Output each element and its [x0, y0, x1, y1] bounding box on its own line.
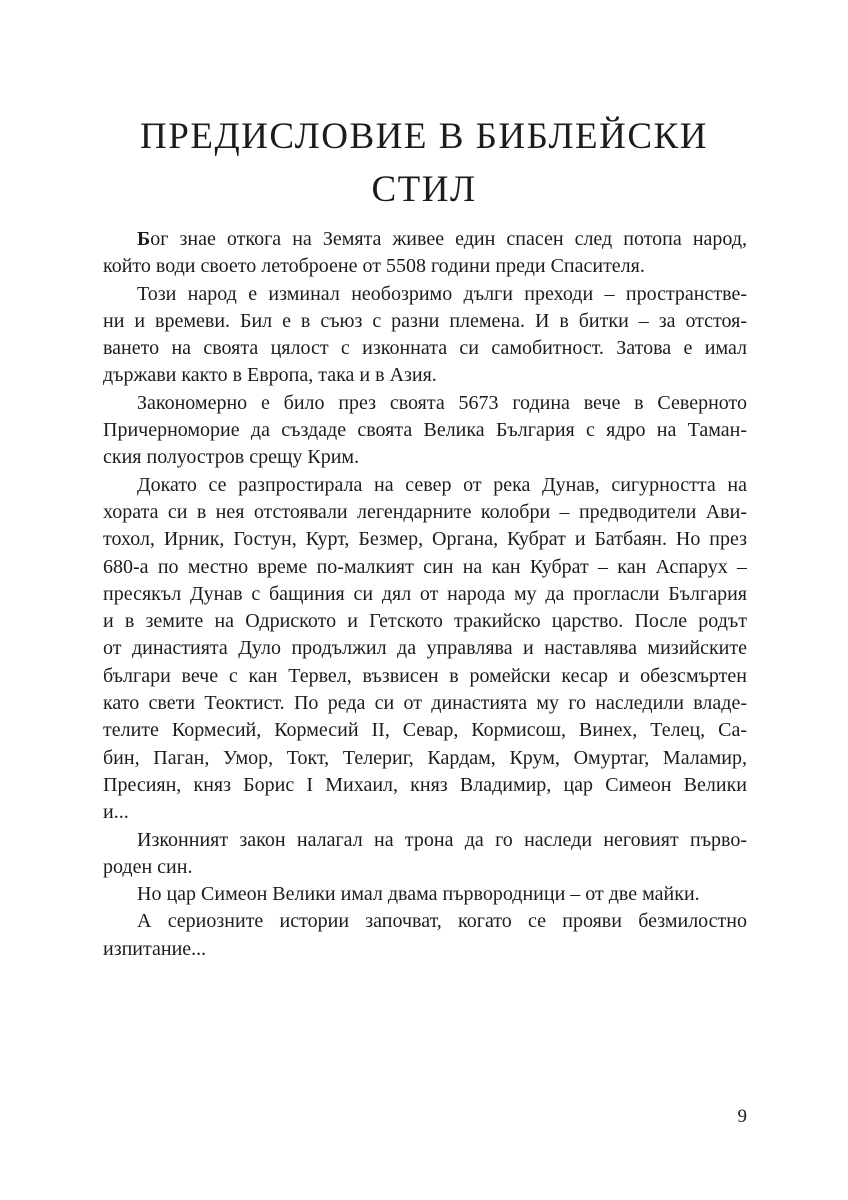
page-number: 9 [737, 1106, 747, 1127]
paragraph [103, 390, 747, 472]
text-line: Изконният закон налагал на трона да го наследи неговият първо- [137, 828, 747, 851]
text-line: Този народ е изминал необозримо дълги преходи – пространстве- [137, 282, 747, 305]
text-line: Но цар Симеон Велики имал двама първородници – от две майки. [137, 883, 700, 906]
text-line: ския полуостров срещу Крим. [103, 446, 360, 469]
text-line: Причерноморие да създаде своята Велика България с ядро на Таман- [103, 419, 747, 442]
page-title [102, 110, 746, 216]
text-line: хората си в нея отстоявали легендарните колобри – предводители Ави- [103, 500, 747, 523]
text-line: ването на своята цялост с изконната си самобитност. Затова е имал [103, 337, 747, 360]
text-line: А сериозните истории започват, когато се прояви безмилостно [137, 910, 747, 933]
page-title-line-1: ПРЕДИСЛОВИЕ В БИБЛЕЙСКИ [140, 116, 708, 157]
text-line: телите Кормесий, Кормесий II, Севар, Кормисош, Винех, Телец, Са- [103, 719, 747, 742]
text-line: държави както в Европа, така и в Азия. [103, 364, 437, 387]
paragraph [103, 281, 747, 390]
paragraph [103, 827, 747, 882]
paragraph [103, 226, 747, 281]
text-line: бин, Паган, Умор, Токт, Телериг, Кардам, Крум, Омуртаг, Маламир, [103, 746, 747, 769]
text-line: като свети Теоктист. По реда си от династията му го наследили владе- [103, 692, 747, 715]
text-line: Пресиян, княз Борис I Михаил, княз Владимир, цар Симеон Велики [103, 773, 747, 796]
text-line: тохол, Ирник, Гостун, Курт, Безмер, Органа, Кубрат и Батбаян. Но през [103, 528, 747, 551]
paragraph [103, 881, 747, 908]
page-title-line-2: СТИЛ [371, 169, 477, 210]
text-line: от династията Дуло продължил да управлява и наставлява мизийските [103, 637, 747, 660]
text-line: роден син. [103, 855, 193, 878]
body-text [103, 226, 747, 963]
text-line: и... [103, 801, 129, 824]
text-line: ни и времеви. Бил е в съюз с разни племена. И в битки – за отстоя- [103, 309, 747, 332]
paragraph [103, 472, 747, 827]
text-line: и в земите на Одриското и Гетското тракийско царство. После родът [103, 610, 747, 633]
text-line: който води своето летоброене от 5508 години преди Спасителя. [103, 255, 645, 278]
text-line: 680-а по местно време по-малкият син на кан Кубрат – кан Аспарух – [103, 555, 747, 578]
text-line: изпитание... [103, 937, 207, 960]
text-line: Закономерно е било през своята 5673 година вече в Северното [137, 391, 747, 414]
text-line: българи вече с кан Тервел, възвисен в ромейски кесар и обезсмъртен [103, 664, 747, 687]
paragraph [103, 908, 747, 963]
text-line: Докато се разпростирала на север от река Дунав, сигурността на [137, 473, 747, 496]
text-line: Бог знае откога на Земята живее един спасен след потопа народ, [137, 228, 747, 250]
bold-initial: Б [137, 228, 151, 250]
text-line: пресякъл Дунав с бащиния си дял от народа му да прогласли България [103, 582, 747, 605]
